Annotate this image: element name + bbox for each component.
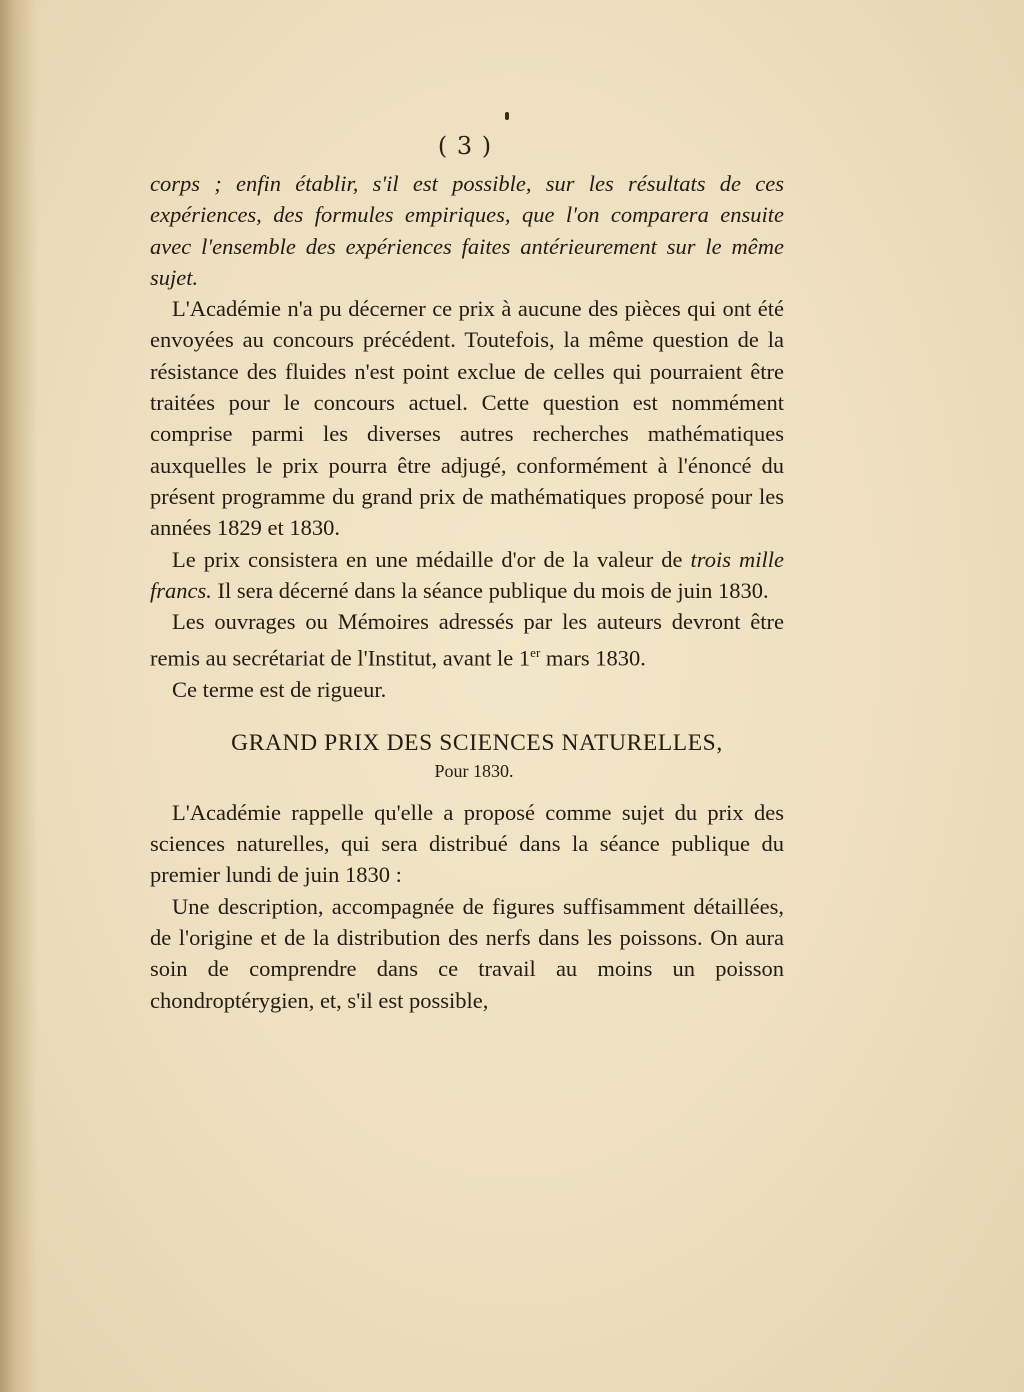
superscript: er <box>530 645 541 661</box>
paragraph: L'Académie n'a pu décerner ce prix à aucune des pièces qui ont été envoyées au concours précédent. Toutefois, la même question de la résistance des fluides n'est point exclue de celles qui pourraient être traitées pour le concours actuel. Cette question est nommément comprise parmi les diverses autres recherches mathématiques auxquelles le prix pourra être adjugé, conformément à l'énoncé du présent programme du grand prix de mathématiques proposé pour les années 1829 et 1830. <box>150 296 784 541</box>
ink-mark <box>505 112 509 120</box>
paragraph: Ce terme est de rigueur. <box>172 677 387 703</box>
text-run: mars 1830. <box>540 645 646 671</box>
paragraph-prize-value <box>150 544 784 607</box>
body-text <box>150 168 784 1016</box>
paragraph-continuation: corps ; enfin établir, s'il est possible, sur les résultats de ces expériences, des formules empiriques, que l'on comparera ensuite avec l'ensemble des expériences faites antérieurement sur le même sujet. <box>150 171 784 290</box>
italic-amount: trois mille francs. <box>150 546 785 603</box>
section-title: GRAND PRIX DES SCIENCES NATURELLES, <box>231 729 723 756</box>
page-number: ( 3 ) <box>437 132 493 160</box>
text-run: Il sera décerné dans la séance publique du mois de juin 1830. <box>211 577 769 603</box>
paragraph: L'Académie rappelle qu'elle a proposé comme sujet du prix des sciences naturelles, qui sera distribué dans la séance publique du premier lundi de juin 1830 : <box>150 799 784 888</box>
paragraph: Une description, accompagnée de figures suffisamment détaillées, de l'origine et de la distribution des nerfs dans les poissons. On aura soin de comprendre dans ce travail au moins un poisson chondroptérygien, et, s'il est possible, <box>150 893 784 1013</box>
section-subtitle: Pour 1830. <box>434 760 514 781</box>
binding-shadow <box>0 0 38 1392</box>
text-run: Le prix consistera en une médaille d'or de la valeur de <box>172 546 691 572</box>
paragraph-deadline <box>150 606 784 674</box>
text-run: Les ouvrages ou Mémoires adressés par les auteurs devront être remis au secrétariat de l'Institut, avant le 1 <box>150 609 784 671</box>
